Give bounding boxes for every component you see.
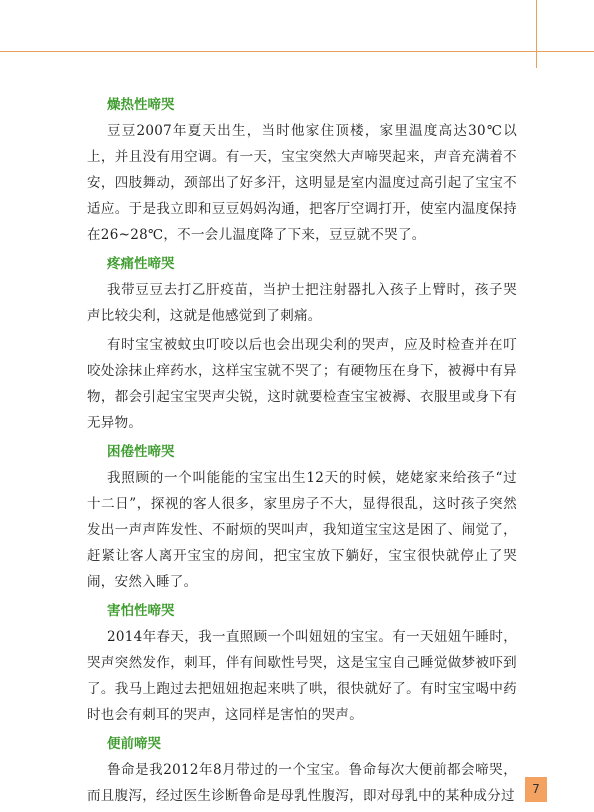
paragraph: 我照顾的一个叫能能的宝宝出生12天的时候，姥姥家来给孩子“过十二日”，探视的客人很多，家里房子不大，显得很乱，这时孩子突然发出一声声阵发性、不耐烦的哭叫声，我知道宝宝这是困了、闹觉了，赶紧让客人离开宝宝的房间，把宝宝放下躺好，宝宝很快就停止了哭闹，安然入睡了。 xyxy=(87,470,517,590)
section-heading: 困倦性啼哭 xyxy=(107,444,175,460)
section-4 xyxy=(87,598,517,728)
paragraph: 有时宝宝被蚊虫叮咬以后也会出现尖利的哭声，应及时检查并在叮咬处涂抹止痒药水，这样宝宝就不哭了；有硬物压在身下，被褥中有异物，都会引起宝宝哭声尖锐，这时就要检查宝宝被褥、衣服里或身下有无异物。 xyxy=(87,337,517,431)
paragraph: 鲁命是我2012年8月带过的一个宝宝。鲁命每次大便前都会啼哭，而且腹泻，经过医生诊断鲁命是母乳性腹泻，即对母乳中的某种成分过 xyxy=(87,762,517,804)
paragraph: 豆豆2007年夏天出生，当时他家住顶楼，家里温度高达30℃以上，并且没有用空调。有一天，宝宝突然大声啼哭起来，声音充满着不安，四肢舞动，颈部出了好多汗，这明显是室内温度过高引起了宝宝不适应。于是我立即和豆豆妈妈沟通，把客厅空调打开，使室内温度保持在26~28℃，不一会儿温度降了下来，豆豆就不哭了。 xyxy=(87,123,517,243)
section-heading: 害怕性啼哭 xyxy=(107,603,175,619)
corner-rule-horizontal xyxy=(0,51,594,52)
section-heading: 便前啼哭 xyxy=(107,736,161,752)
page-content xyxy=(87,92,517,812)
section-1 xyxy=(87,92,517,248)
section-2 xyxy=(87,251,517,436)
paragraph: 我带豆豆去打乙肝疫苗，当护士把注射器扎入孩子上臂时，孩子哭声比较尖利，这就是他感觉到了刺痛。 xyxy=(87,282,517,324)
section-5 xyxy=(87,731,517,809)
section-heading: 燥热性啼哭 xyxy=(107,97,175,113)
corner-rule-vertical xyxy=(536,0,537,68)
page-number: 7 xyxy=(525,777,547,802)
section-heading: 疼痛性啼哭 xyxy=(107,256,175,272)
section-3 xyxy=(87,439,517,595)
paragraph: 2014年春天，我一直照顾一个叫妞妞的宝宝。有一天妞妞午睡时，哭声突然发作，刺耳，伴有间歇性号哭，这是宝宝自己睡觉做梦被吓到了。我马上跑过去把妞妞抱起来哄了哄，很快就好了。有时宝宝喝中药时也会有刺耳的哭声，这同样是害怕的哭声。 xyxy=(87,629,517,723)
